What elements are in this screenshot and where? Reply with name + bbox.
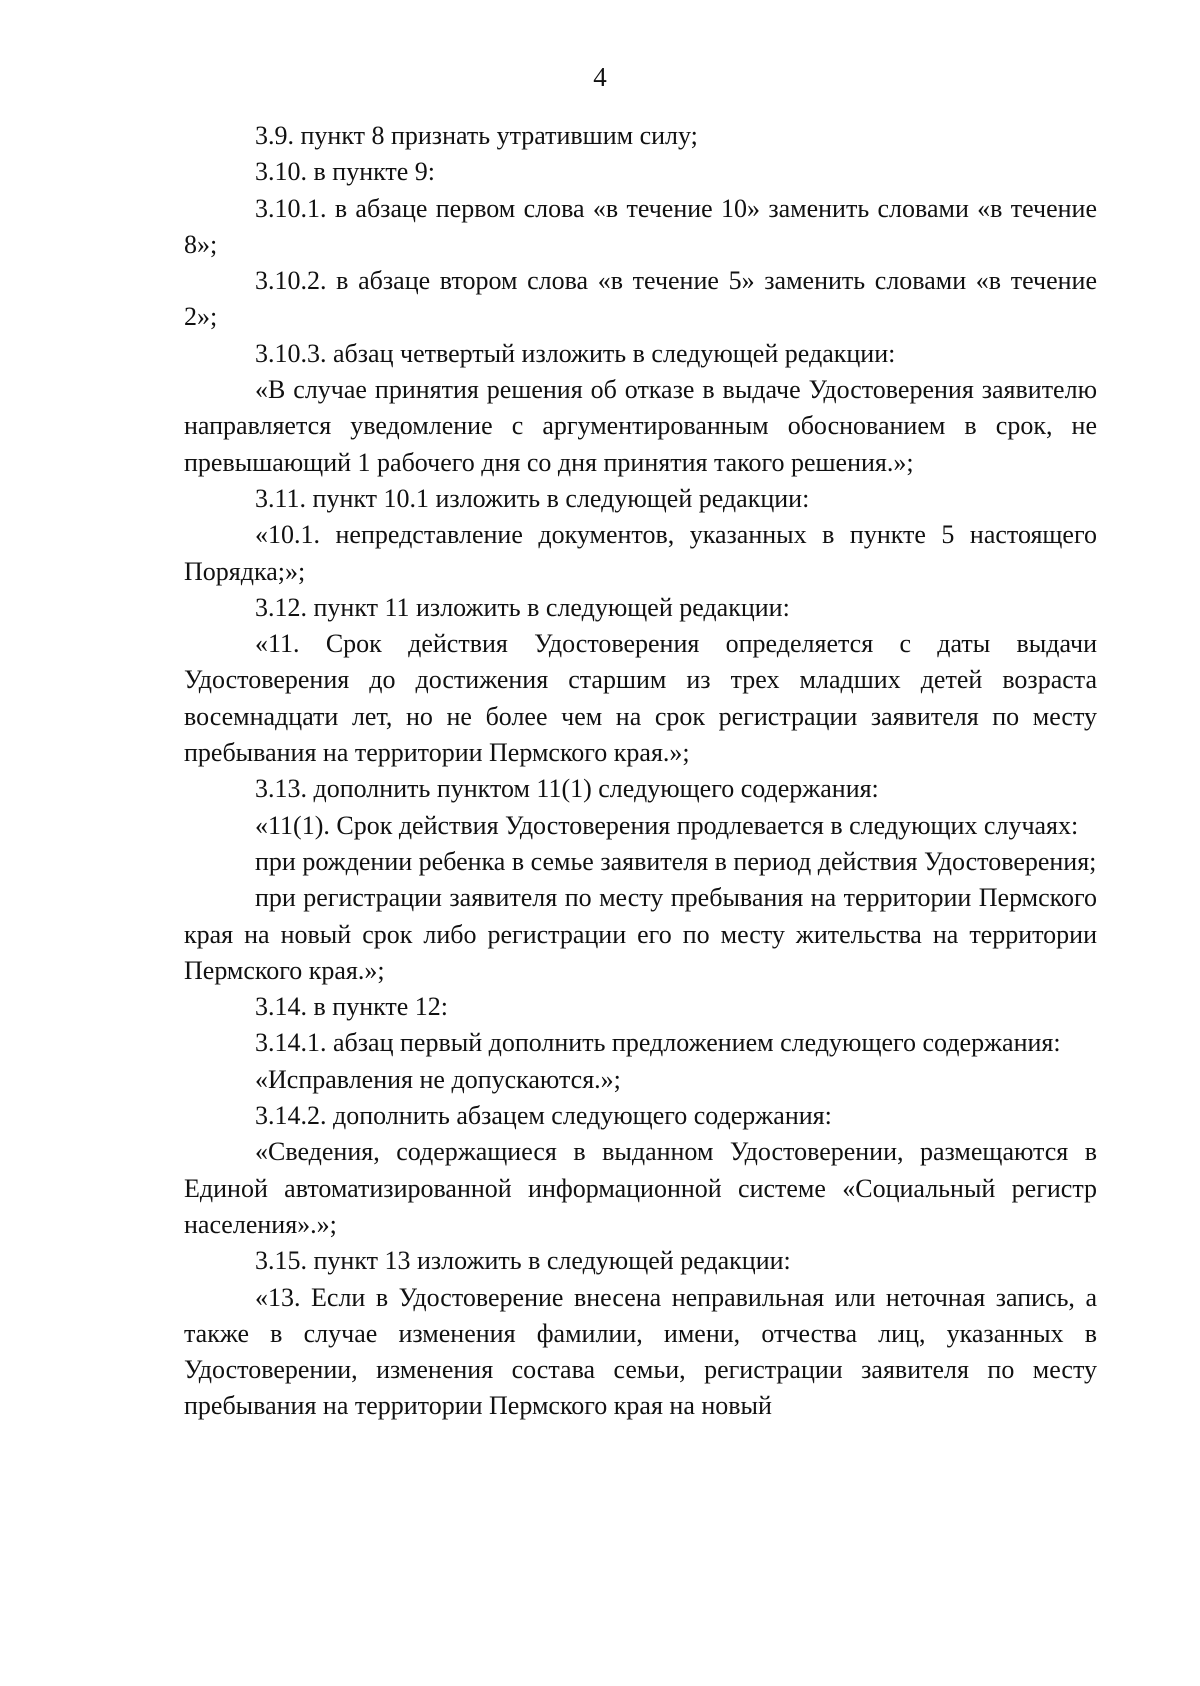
paragraph-10-1-quote: «10.1. непредставление документов, указанных в пункте 5 настоящего Порядка;»; [184, 520, 1097, 586]
paragraph-3-10-2: 3.10.2. в абзаце втором слова «в течение 5» заменить словами «в течение 2»; [184, 266, 1097, 332]
paragraph-3-15: 3.15. пункт 13 изложить в следующей редакции: [255, 1246, 791, 1276]
paragraph-3-11: 3.11. пункт 10.1 изложить в следующей редакции: [255, 483, 810, 513]
paragraph-3-9: 3.9. пункт 8 признать утратившим силу; [255, 121, 698, 150]
paragraph-11-quote: «11. Срок действия Удостоверения определяется с даты выдачи Удостоверения до достижения старшим из трех младших детей возраста восемнадцати лет, но не более чем на срок регистрации заявителя по месту пребывания на территории Пермского края.»; [184, 629, 1097, 768]
paragraph-corrections-quote: «Исправления не допускаются.»; [255, 1064, 621, 1094]
paragraph-3-10-3: 3.10.3. абзац четвертый изложить в следующей редакции: [255, 338, 896, 368]
paragraph-3-10: 3.10. в пункте 9: [255, 157, 436, 187]
paragraph-3-14-1: 3.14.1. абзац первый дополнить предложением следующего содержания: [255, 1028, 1061, 1058]
paragraph-3-10-1: 3.10.1. в абзаце первом слова «в течение 10» заменить словами «в течение 8»; [184, 193, 1097, 259]
paragraph-11-1-quote: «11(1). Срок действия Удостоверения продлевается в следующих случаях: [255, 810, 1079, 840]
paragraph-3-12: 3.12. пункт 11 изложить в следующей редакции: [255, 592, 790, 622]
paragraph-birth-case: при рождении ребенка в семье заявителя в период действия Удостоверения; [255, 846, 1097, 876]
paragraph-3-13: 3.13. дополнить пунктом 11(1) следующего содержания: [255, 774, 879, 804]
paragraph-3-14: 3.14. в пункте 12: [255, 992, 449, 1022]
page-number: 4 [593, 62, 607, 92]
paragraph-register-quote: «Сведения, содержащиеся в выданном Удостоверении, размещаются в Единой автоматизированной информационной системе «Социальный регистр населения».»; [184, 1137, 1097, 1239]
paragraph-13-quote: «13. Если в Удостоверение внесена неправильная или неточная запись, а также в случае изменения фамилии, имени, отчества лиц, указанных в Удостоверении, изменения состава семьи, регистрации заявителя по месту пребывания на территории Пермского края на новый [184, 1282, 1097, 1421]
paragraph-refusal-quote: «В случае принятия решения об отказе в выдаче Удостоверения заявителю направляется уведомление с аргументированным обоснованием в срок, не превышающий 1 рабочего дня со дня принятия такого решения.»; [184, 375, 1097, 477]
paragraph-registration-case: при регистрации заявителя по месту пребывания на территории Пермского края на новый срок либо регистрации его по месту жительства на территории Пермского края.»; [184, 883, 1097, 985]
paragraph-3-14-2: 3.14.2. дополнить абзацем следующего содержания: [255, 1101, 832, 1131]
document-body [184, 118, 1097, 1425]
